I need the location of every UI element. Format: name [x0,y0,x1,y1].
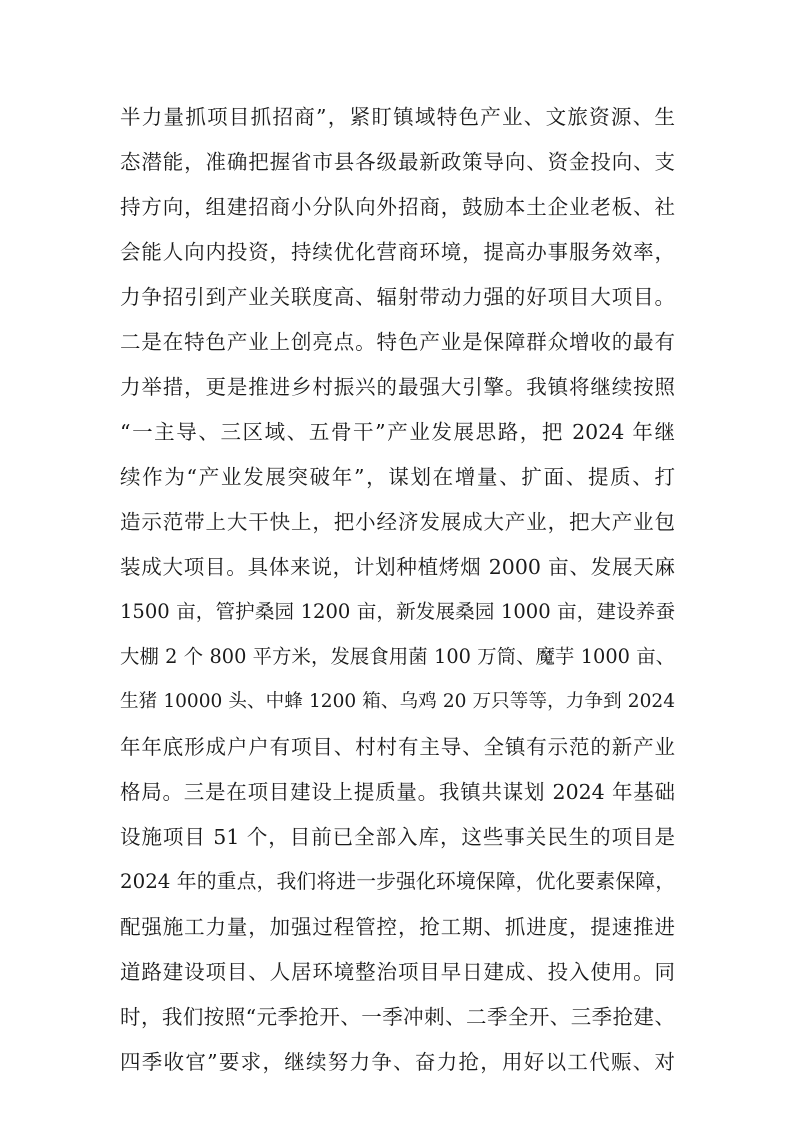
paragraph-line: 装成大项目。具体来说，计划种植烤烟 2000 亩、发展天麻 [120,555,675,579]
paragraph-line: 设施项目 51 个，目前已全部入库，这些事关民生的项目是 [120,825,675,849]
paragraph-line: 二是在特色产业上创亮点。特色产业是保障群众增收的最有 [120,330,675,354]
paragraph-line: 力举措，更是推进乡村振兴的最强大引擎。我镇将继续按照 [120,375,675,399]
paragraph-line: 续作为“产业发展突破年”，谋划在增量、扩面、提质、打 [120,465,675,489]
paragraph-line: 年年底形成户户有项目、村村有主导、全镇有示范的新产业 [120,735,675,759]
paragraph-line: 大棚 2 个 800 平方米，发展食用菌 100 万筒、魔芋 1000 亩、 [120,645,675,668]
paragraph-line: 配强施工力量，加强过程管控，抢工期、抓进度，提速推进 [120,915,675,939]
paragraph-line: 会能人向内投资，持续优化营商环境，提高办事服务效率， [120,240,675,264]
paragraph-line: 力争招引到产业关联度高、辐射带动力强的好项目大项目。 [120,285,675,309]
paragraph-line: 生猪 10000 头、中蜂 1200 箱、乌鸡 20 万只等等，力争到 2024 [120,691,675,712]
paragraph-line: 态潜能，准确把握省市县各级最新政策导向、资金投向、支 [120,150,675,174]
paragraph-line: 2024 年的重点，我们将进一步强化环境保障，优化要素保障， [120,870,675,893]
paragraph-line: 四季收官”要求，继续努力争、奋力抢，用好以工代赈、对 [120,1050,675,1074]
paragraph-line: 持方向，组建招商小分队向外招商，鼓励本土企业老板、社 [120,195,675,219]
paragraph-line: 时，我们按照“元季抢开、一季冲刺、二季全开、三季抢建、 [120,1005,675,1029]
paragraph-line: 造示范带上大干快上，把小经济发展成大产业，把大产业包 [120,510,675,534]
paragraph-line: 半力量抓项目抓招商”，紧盯镇域特色产业、文旅资源、生 [120,105,675,129]
paragraph-line: 1500 亩，管护桑园 1200 亩，新发展桑园 1000 亩，建设养蚕 [120,600,675,623]
paragraph-line: “一主导、三区域、五骨干”产业发展思路，把 2024 年继 [120,420,675,444]
paragraph-line: 格局。三是在项目建设上提质量。我镇共谋划 2024 年基础 [120,780,675,804]
paragraph-line: 道路建设项目、人居环境整治项目早日建成、投入使用。同 [120,960,675,984]
